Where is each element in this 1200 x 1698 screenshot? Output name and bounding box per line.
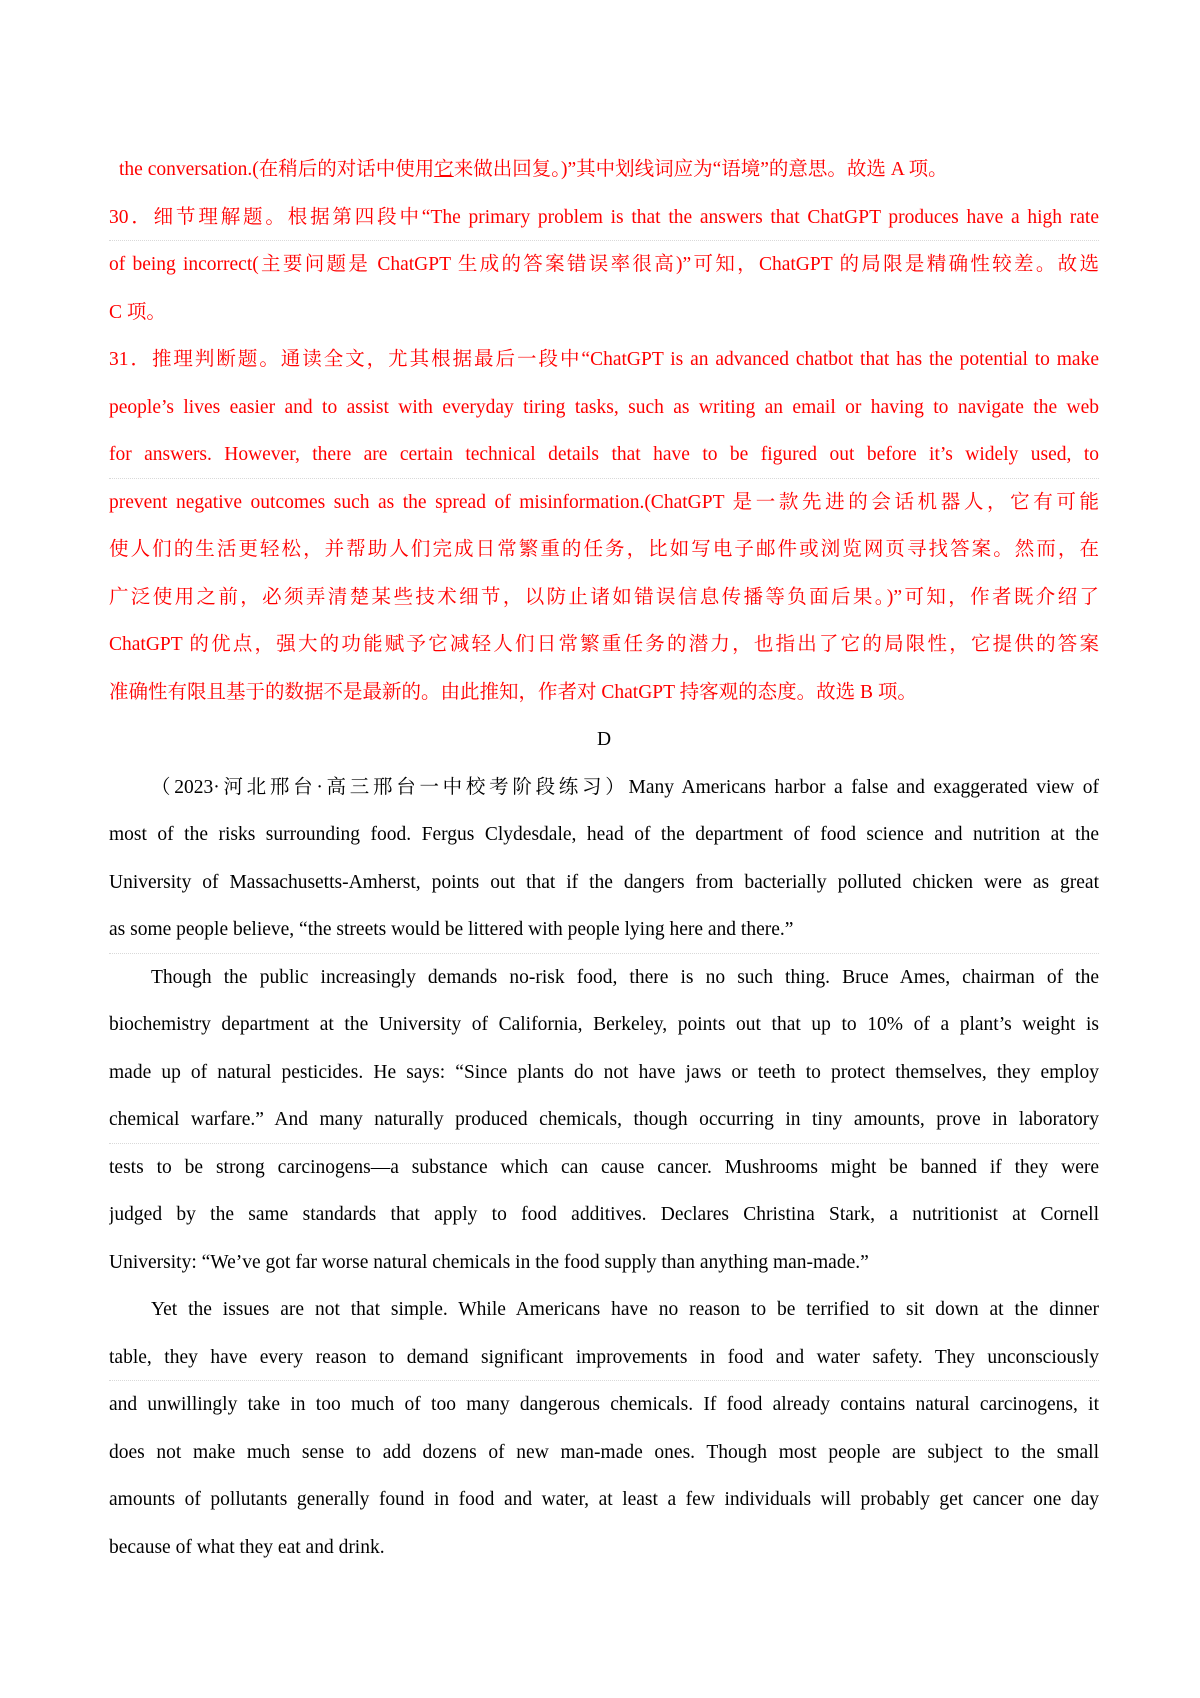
passage-p1-line: as some people believe, “the streets would be littered with people lying here and there.” xyxy=(109,906,1099,954)
passage-p3-line: Yet the issues are not that simple. While Americans have no reason to be terrified to sit down at the dinner xyxy=(151,1299,1099,1320)
passage-p2-line: Though the public increasingly demands no-risk food, there is no such thing. Bruce Ames, chairman of the xyxy=(151,966,1099,988)
passage-p3-line: table, they have every reason to demand significant improvements in food and water safety. They unconsciously xyxy=(109,1334,1099,1382)
answer-q31-line: people’s lives easier and to assist with everyday tiring tasks, such as writing an email or having to navigate the web xyxy=(109,396,1099,418)
answer-q31-line: for answers. However, there are certain technical details that have to be figured out before it’s widely used, to xyxy=(109,431,1099,479)
document-page xyxy=(109,146,1099,1571)
answer-q31-line: 准确性有限且基于的数据不是最新的。由此推知，作者对 ChatGPT 持客观的态度。故选 B 项。 xyxy=(109,681,917,703)
answer-q31-line: 31．推理判断题。通读全文，尤其根据最后一段中“ChatGPT is an advanced chatbot that has the potential to make xyxy=(109,349,1099,370)
answer-q30-line: C 项。 xyxy=(109,301,166,323)
answer-q30-line: of being incorrect(主要问题是 ChatGPT 生成的答案错误率很高)”可知，ChatGPT 的局限是精确性较差。故选 xyxy=(109,254,1099,275)
answer-q29-text-b: 来做出回复。)”其中划线词应为“语境”的意思。故选 A 项。 xyxy=(453,159,948,180)
answer-q29-text-a: the conversation.(在稍后的对话中使用 xyxy=(119,159,435,180)
answer-q31-line: ChatGPT 的优点，强大的功能赋予它减轻人们日常繁重任务的潜力，也指出了它的局限性，它提供的答案 xyxy=(109,634,1099,655)
answer-q30-line: 30．细节理解题。根据第四段中“The primary problem is that the answers that ChatGPT produces have a high rate xyxy=(109,194,1099,242)
passage-p3-line: because of what they eat and drink. xyxy=(109,1536,385,1558)
answer-q29-underlined-word: 它 xyxy=(434,159,454,180)
answer-q31-line: 广泛使用之前，必须弄清楚某些技术细节，以防止诸如错误信息传播等负面后果。)”可知，作者既介绍了 xyxy=(109,586,1099,608)
passage-p1-line: University of Massachusetts-Amherst, points out that if the dangers from bacterially polluted chicken were as great xyxy=(109,871,1099,893)
passage-p3-line: amounts of pollutants generally found in food and water, at least a few individuals will probably get cancer one day xyxy=(109,1489,1099,1510)
passage-p2-line: University: “We’ve got far worse natural chemicals in the food supply than anything man-made.” xyxy=(109,1251,869,1273)
passage-p2-line: tests to be strong carcinogens—a substance which can cause cancer. Mushrooms might be banned if they were xyxy=(109,1156,1099,1178)
passage-p3-line: and unwillingly take in too much of too many dangerous chemicals. If food already contains natural carcinogens, it xyxy=(109,1394,1099,1415)
section-label: D xyxy=(596,729,612,750)
passage-p1-line: most of the risks surrounding food. Fergus Clydesdale, head of the department of food science and nutrition at the xyxy=(109,824,1099,845)
passage-p2-line: judged by the same standards that apply to food additives. Declares Christina Stark, a nutritionist at Cornell xyxy=(109,1204,1099,1225)
passage-p3-line: does not make much sense to add dozens of new man-made ones. Though most people are subject to the small xyxy=(109,1441,1099,1463)
passage-p2-line: biochemistry department at the University of California, Berkeley, points out that up to 10% of a plant’s weight is xyxy=(109,1014,1099,1035)
answer-q31-line: prevent negative outcomes such as the spread of misinformation.(ChatGPT 是一款先进的会话机器人，它有可能 xyxy=(109,491,1099,513)
passage-p1-line: （2023·河北邢台·高三邢台一中校考阶段练习）Many Americans harbor a false and exaggerated view of xyxy=(151,776,1099,798)
passage-p2-line: chemical warfare.” And many naturally produced chemicals, though occurring in tiny amounts, prove in laboratory xyxy=(109,1096,1099,1144)
answer-q29-line xyxy=(109,146,1099,194)
answer-q31-line: 使人们的生活更轻松，并帮助人们完成日常繁重的任务，比如写电子邮件或浏览网页寻找答案。然而，在 xyxy=(109,539,1099,560)
passage-p2-line: made up of natural pesticides. He says: “Since plants do not have jaws or teeth to protect themselves, they employ xyxy=(109,1061,1099,1083)
